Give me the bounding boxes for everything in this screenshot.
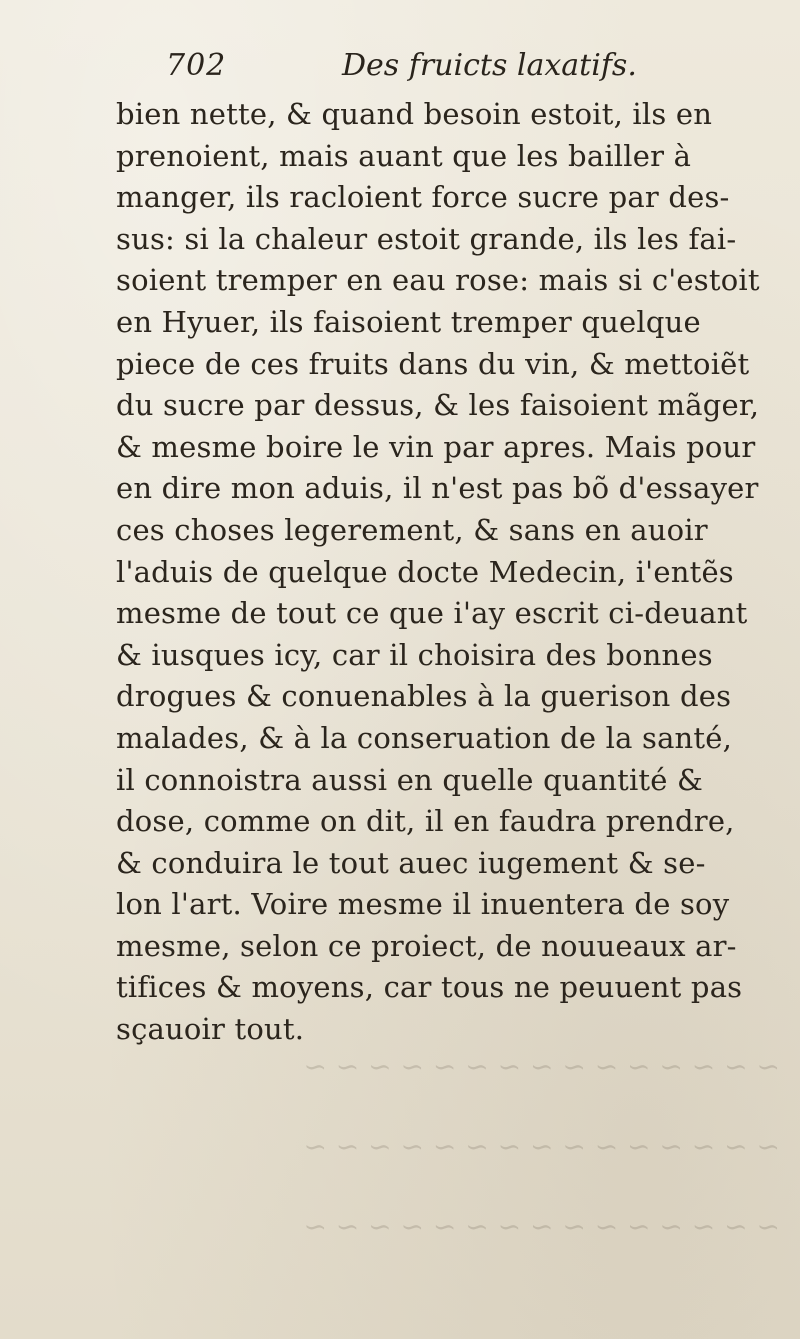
text-line: prenoient, mais auant que les bailler à [116, 138, 692, 173]
text-line: mesme, selon ce proiect, de nouueaux ar- [116, 928, 737, 963]
text-line: drogues & conuenables à la guerison des [116, 679, 732, 714]
bleed-through-shadow: ~ ~ ~ ~ ~ ~ ~ ~ ~ ~ ~ ~ ~ ~ ~ [303, 1210, 780, 1243]
text-line: du sucre par dessus, & les faisoient mãger, [116, 388, 760, 423]
text-line: soient tremper en eau rose: mais si c'estoit [116, 263, 760, 298]
text-line: & mesme boire le vin par apres. Mais pour [116, 429, 756, 464]
text-line: sçauoir tout. [116, 1012, 305, 1047]
text-line: malades, & à la conseruation de la santé, [116, 720, 733, 755]
text-line: bien nette, & quand besoin estoit, ils en [116, 97, 713, 131]
bleed-through-shadow: ~ ~ ~ ~ ~ ~ ~ ~ ~ ~ ~ ~ ~ ~ ~ [303, 1050, 780, 1083]
text-line: dose, comme on dit, il en faudra prendre, [116, 804, 735, 839]
text-line: piece de ces fruits dans du vin, & mettoiẽt [116, 346, 750, 381]
text-line: sus: si la chaleur estoit grande, ils les fai- [116, 221, 737, 256]
text-line: l'aduis de quelque docte Medecin, i'entẽs [116, 554, 734, 589]
bleed-through-shadow: ~ ~ ~ ~ ~ ~ ~ ~ ~ ~ ~ ~ ~ ~ ~ [303, 1130, 780, 1163]
text-line: & iusques icy, car il choisira des bonnes [116, 637, 713, 672]
text-line: en dire mon aduis, il n'est pas bõ d'essayer [116, 471, 759, 506]
running-title: Des fruicts laxatifs. [342, 48, 637, 83]
text-line: manger, ils racloient force sucre par des- [116, 180, 730, 215]
page-header [166, 48, 726, 94]
page-number: 702 [166, 48, 227, 83]
body-text [116, 94, 786, 1051]
text-line: en Hyuer, ils faisoient tremper quelque [116, 304, 701, 339]
text-line: tifices & moyens, car tous ne peuuent pas [116, 970, 743, 1005]
text-line: ces choses legerement, & sans en auoir [116, 512, 708, 547]
text-line: il connoistra aussi en quelle quantité & [116, 762, 704, 797]
text-line: mesme de tout ce que i'ay escrit ci-deuant [116, 596, 748, 631]
text-line: lon l'art. Voire mesme il inuentera de soy [116, 887, 730, 922]
text-line: & conduira le tout auec iugement & se- [116, 845, 706, 880]
